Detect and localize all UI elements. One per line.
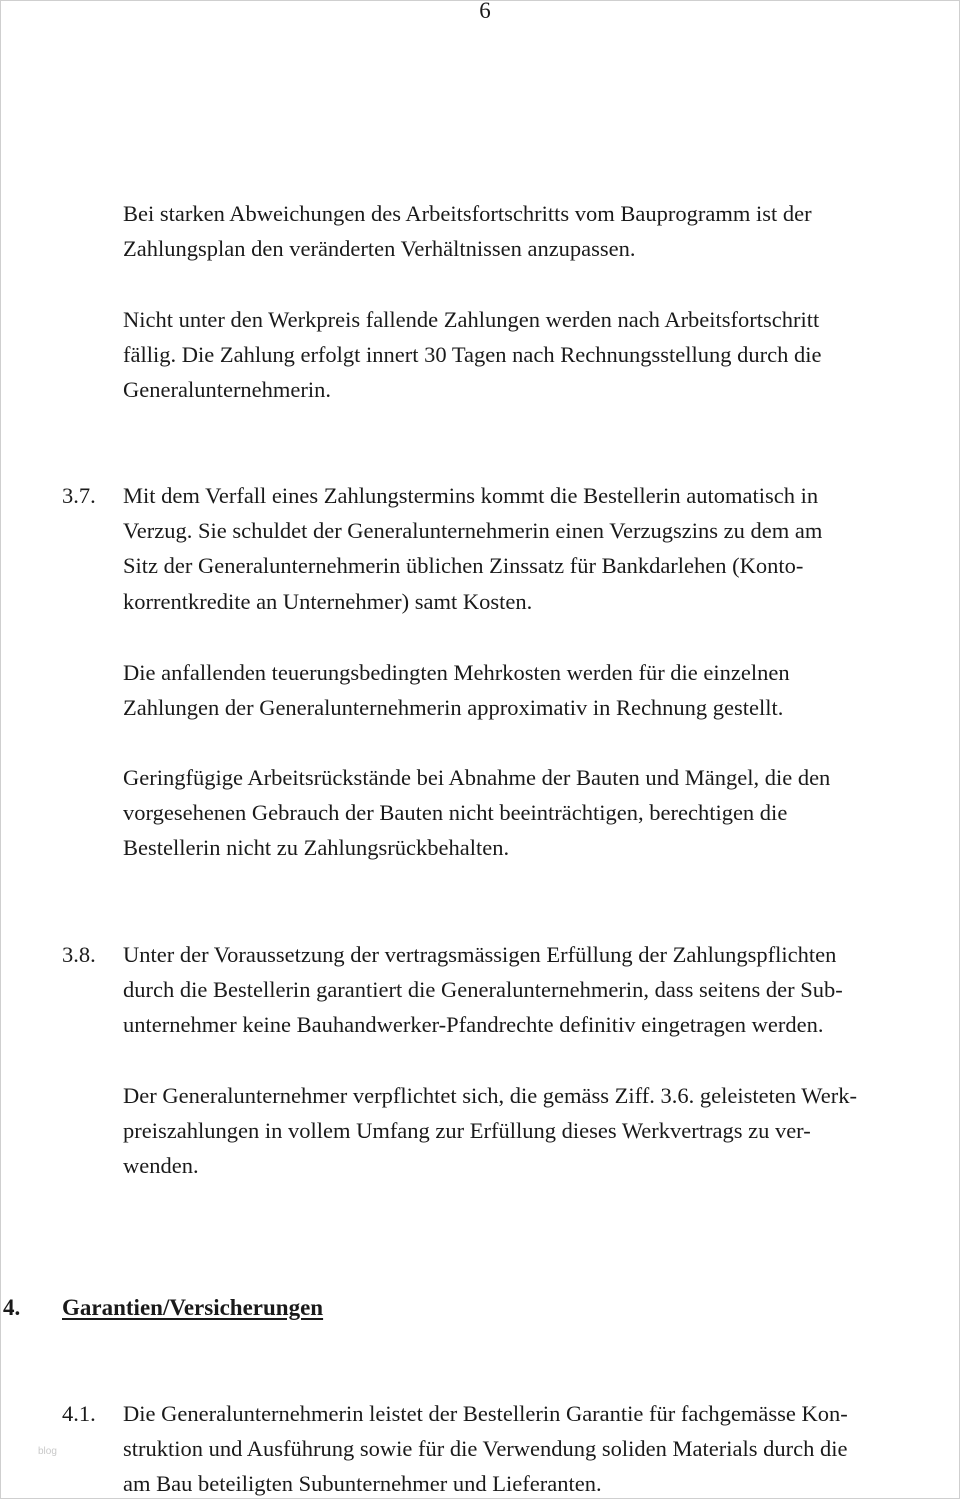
text-line: Verzug. Sie schuldet der Generalunternehmerin einen Verzugszins zu dem am — [123, 518, 823, 544]
section-number-4-1: 4.1. — [62, 1401, 96, 1426]
section-3-7-text — [123, 478, 948, 619]
text-line: vorgesehenen Gebrauch der Bauten nicht beeinträchtigen, berechtigen die — [123, 800, 788, 826]
text-line: Unter der Voraussetzung der vertragsmässigen Erfüllung der Zahlungspflichten — [123, 942, 837, 967]
paragraph-zahlungsplan — [123, 196, 948, 266]
paragraph-arbeitsrueckstaende — [123, 760, 948, 866]
heading-number-4: 4. — [3, 1295, 21, 1320]
text-line: wenden. — [123, 1153, 199, 1179]
text-line: durch die Bestellerin garantiert die Generalunternehmerin, dass seitens der Sub- — [123, 977, 843, 1003]
text-line: am Bau beteiligten Subunternehmer und Lieferanten. — [123, 1471, 602, 1497]
text-line: Zahlungen der Generalunternehmerin approximativ in Rechnung gestellt. — [123, 695, 784, 721]
text-line: Die anfallenden teuerungsbedingten Mehrkosten werden für die einzelnen — [123, 660, 790, 685]
page-number: 6 — [479, 0, 491, 23]
text-line: Sitz der Generalunternehmerin üblichen Zinssatz für Bankdarlehen (Konto- — [123, 553, 804, 579]
text-line: struktion und Ausführung sowie für die Verwendung soliden Materials durch die — [123, 1436, 848, 1462]
text-line: Mit dem Verfall eines Zahlungstermins kommt die Bestellerin automatisch in — [123, 483, 819, 508]
paragraph-werkpreiszahlungen — [123, 1078, 948, 1184]
text-line: preiszahlungen in vollem Umfang zur Erfüllung dieses Werkvertrags zu ver- — [123, 1118, 811, 1144]
section-number-3-7: 3.7. — [62, 483, 96, 508]
text-line: fällig. Die Zahlung erfolgt innert 30 Tagen nach Rechnungsstellung durch die — [123, 342, 822, 368]
text-line: Der Generalunternehmer verpflichtet sich, die gemäss Ziff. 3.6. geleisteten Werk- — [123, 1083, 857, 1108]
section-4-1-text — [123, 1396, 948, 1502]
paragraph-nicht-unter-werkpreis — [123, 302, 948, 408]
watermark-text: blog — [38, 1446, 57, 1457]
text-line: Geringfügige Arbeitsrückstände bei Abnahme der Bauten und Mängel, die den — [123, 765, 831, 790]
text-line: Bei starken Abweichungen des Arbeitsfortschritts vom Bauprogramm ist der — [123, 201, 812, 226]
heading-garantien-versicherungen: Garantien/Versicherungen — [62, 1295, 324, 1320]
section-number-3-8: 3.8. — [62, 942, 96, 967]
text-line: Nicht unter den Werkpreis fallende Zahlungen werden nach Arbeitsfortschritt — [123, 307, 820, 332]
text-line: Generalunternehmerin. — [123, 377, 332, 403]
text-line: Zahlungsplan den veränderten Verhältnissen anzupassen. — [123, 236, 636, 262]
text-line: korrentkredite an Unternehmer) samt Kosten. — [123, 588, 533, 614]
section-3-8-text — [123, 937, 948, 1043]
paragraph-mehrkosten — [123, 655, 948, 725]
text-line: Bestellerin nicht zu Zahlungsrückbehalten. — [123, 835, 510, 861]
text-line: Die Generalunternehmerin leistet der Bestellerin Garantie für fachgemässe Kon- — [123, 1401, 848, 1426]
text-line: unternehmer keine Bauhandwerker-Pfandrechte definitiv eingetragen werden. — [123, 1012, 824, 1038]
